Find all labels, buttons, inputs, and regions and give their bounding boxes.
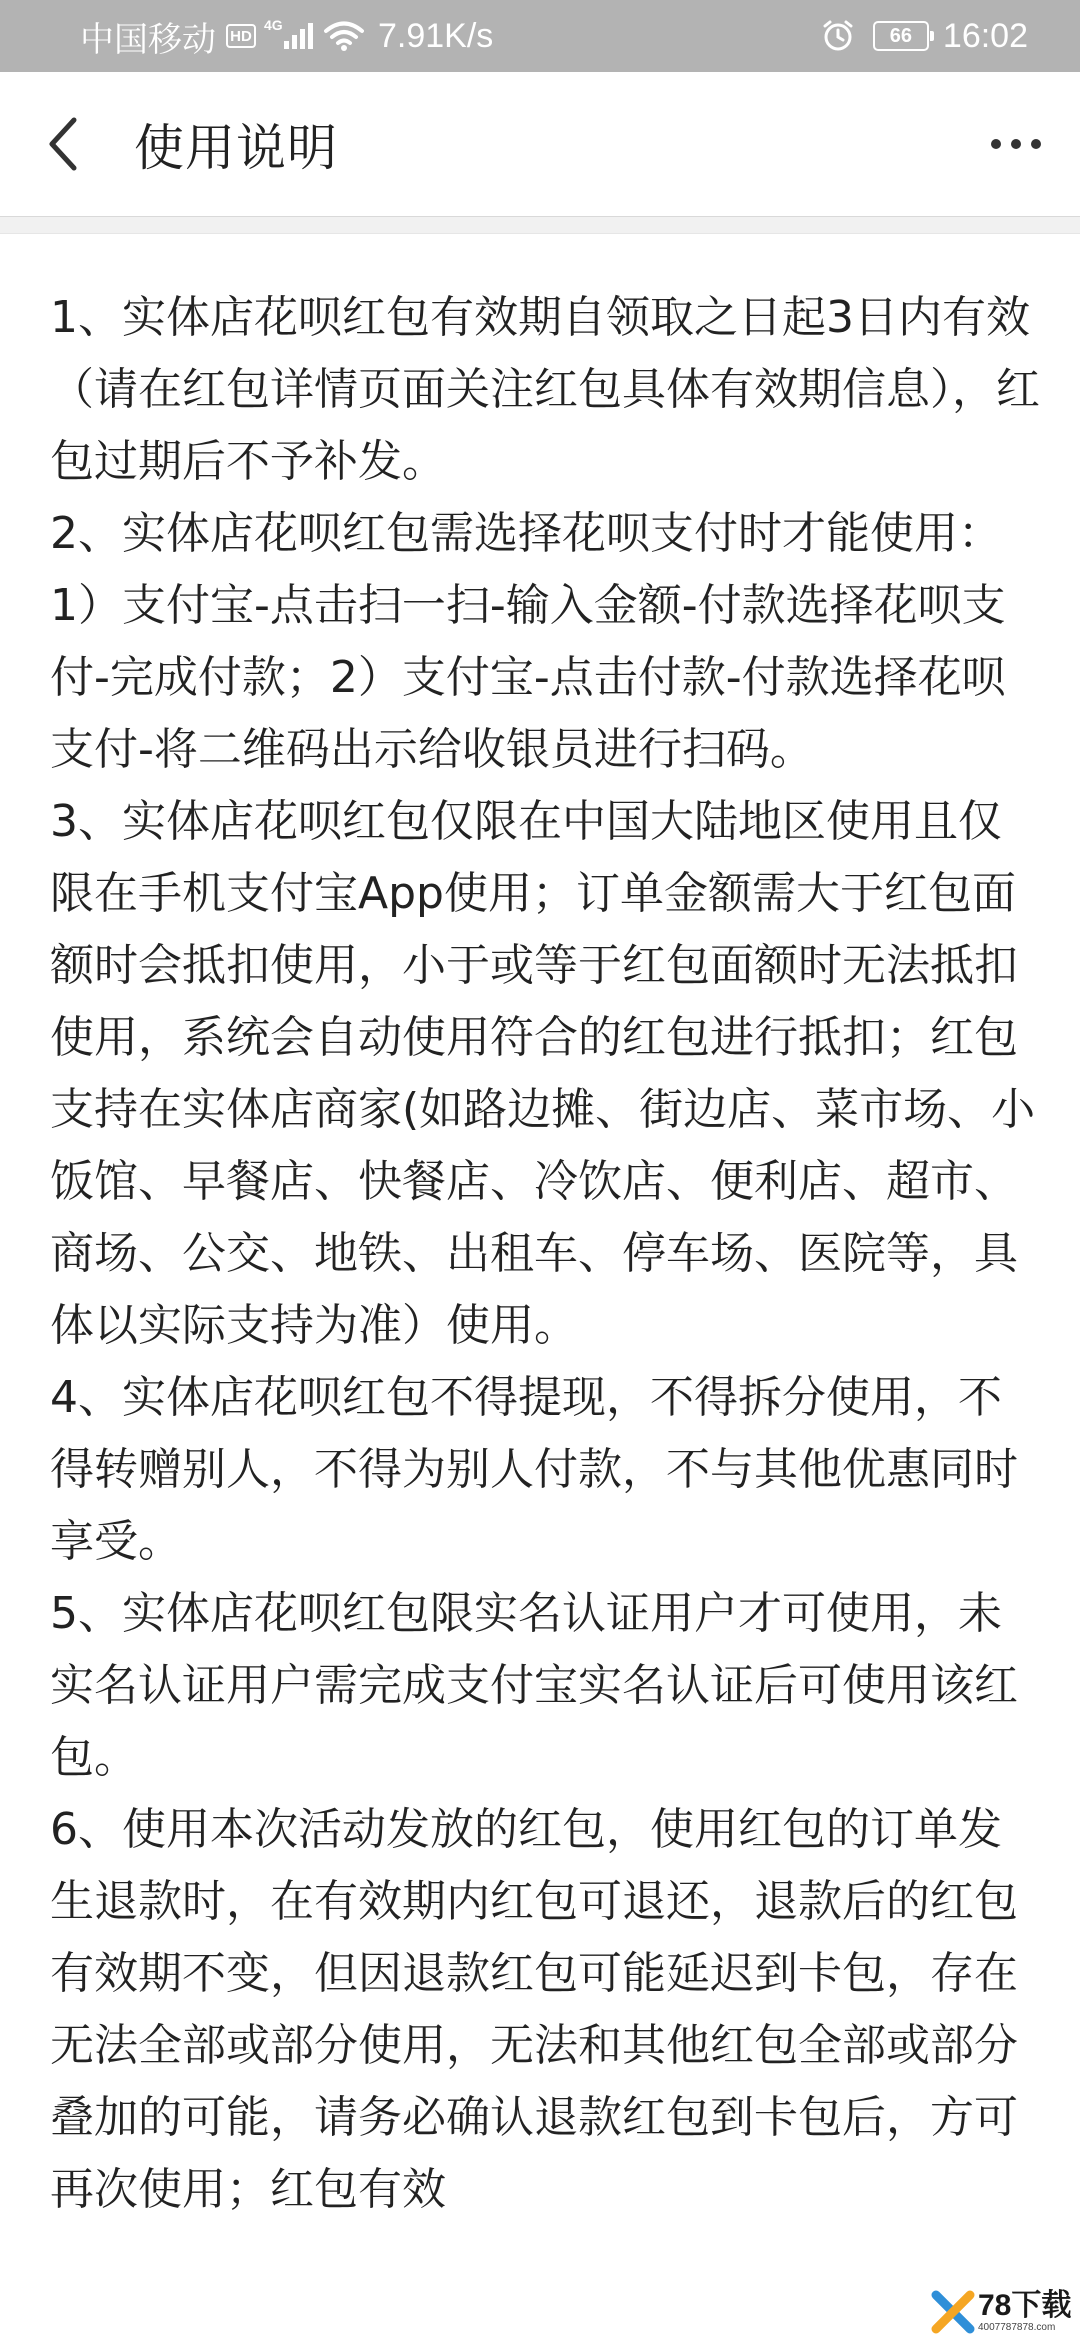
page-title: 使用说明	[134, 119, 338, 177]
alarm-clock-icon	[821, 19, 855, 53]
signal-bars-icon	[284, 23, 314, 49]
network-speed: 7.91K/s	[378, 16, 494, 55]
instruction-paragraph: 2、实体店花呗红包需选择花呗支付时才能使用：1）支付宝-点击扫一扫-输入金额-付款选择花呗支付-完成付款；2）支付宝-点击付款-付款选择花呗支付-将二维码出示给收银员进行扫码。	[50, 508, 1006, 775]
more-horizontal-icon	[991, 139, 1001, 149]
chevron-left-icon	[44, 116, 84, 172]
x-logo-icon	[930, 2289, 976, 2335]
battery-level: 66	[889, 24, 913, 47]
more-horizontal-icon	[1011, 139, 1021, 149]
network-type: 4G	[264, 17, 283, 33]
more-options-button[interactable]	[976, 108, 1056, 180]
back-button[interactable]	[24, 108, 104, 180]
header-divider	[0, 216, 1080, 234]
navigation-bar	[0, 72, 1080, 216]
instruction-paragraph: 1、实体店花呗红包有效期自领取之日起3日内有效（请在红包详情页面关注红包具体有效期信息），红包过期后不予补发。	[50, 292, 1040, 487]
hd-badge: HD	[226, 24, 256, 48]
more-horizontal-icon	[1031, 139, 1041, 149]
cellular-signal-icon	[264, 19, 316, 53]
carrier-name: 中国移动	[80, 20, 216, 59]
instruction-paragraph: 5、实体店花呗红包限实名认证用户才可使用，未实名认证用户需完成支付宝实名认证后可使用该红包。	[50, 1588, 1018, 1783]
instruction-paragraph: 3、实体店花呗红包仅限在中国大陆地区使用且仅限在手机支付宝App使用；订单金额需大于红包面额时会抵扣使用，小于或等于红包面额时无法抵扣使用，系统会自动使用符合的红包进行抵扣；红包支持在实体店商家(如路边摊、街边店、菜市场、小饭馆、早餐店、快餐店、冷饮店、便利店、超市、商场、公交、地铁、出租车、停车场、医院等，具体以实际支持为准）使用。	[50, 796, 1036, 1351]
watermark-logo	[926, 2284, 1076, 2340]
status-bar	[0, 0, 1080, 72]
watermark-url: 4007787878.com	[978, 2322, 1056, 2333]
instruction-paragraph: 6、使用本次活动发放的红包，使用红包的订单发生退款时，在有效期内红包可退还，退款后的红包有效期不变，但因退款红包可能延迟到卡包，存在无法全部或部分使用，无法和其他红包全部或部分叠加的可能，请务必确认退款红包到卡包后，方可再次使用；红包有效	[50, 1804, 1018, 2215]
wifi-icon	[324, 20, 364, 52]
watermark-text	[978, 2290, 1071, 2334]
battery-icon	[873, 21, 929, 51]
status-bar-left	[80, 0, 493, 72]
instruction-paragraph: 4、实体店花呗红包不得提现，不得拆分使用，不得转赠别人，不得为别人付款，不与其他优惠同时享受。	[50, 1372, 1018, 1567]
status-bar-right	[821, 0, 1028, 72]
watermark-brand: 78下载	[978, 2289, 1072, 2322]
instructions-content	[50, 282, 1040, 2226]
clock-time: 16:02	[942, 16, 1028, 55]
